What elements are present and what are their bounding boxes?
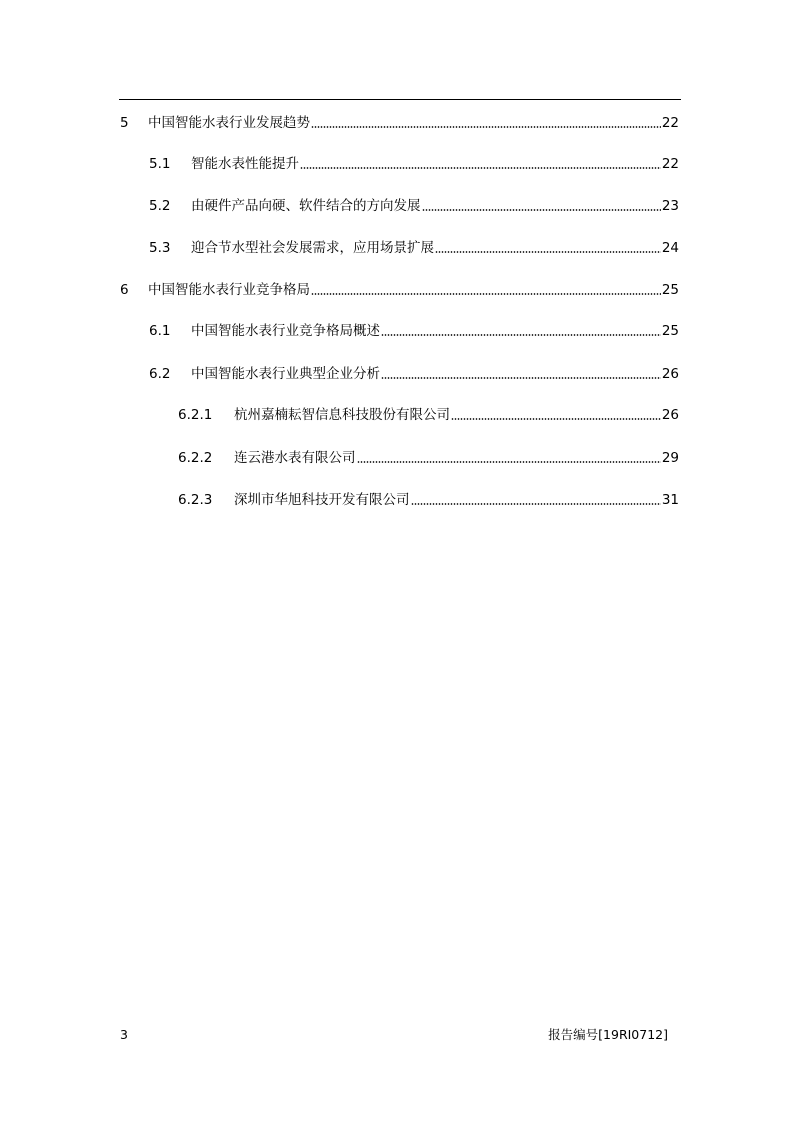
footer-report-id: 报告编号[19RI0712] [548, 1027, 668, 1042]
footer-page-number: 3 [120, 1027, 128, 1042]
toc-entry-page: 22 [661, 156, 679, 172]
toc-entry-number: 6 [120, 282, 129, 298]
toc-entry-number: 5 [120, 115, 129, 131]
toc-entry-page: 25 [661, 323, 679, 339]
toc-entry-page: 29 [661, 450, 679, 466]
toc-dot-leader [357, 460, 661, 464]
toc-dot-leader [435, 250, 661, 254]
toc-entry-5-3[interactable] [149, 238, 679, 258]
toc-entry-number: 6.2.3 [178, 492, 213, 508]
toc-entry-number: 5.1 [149, 156, 171, 172]
toc-entry-title: 由硬件产品向硬、软件结合的方向发展 [191, 198, 421, 214]
toc-entry-page: 22 [661, 115, 679, 131]
toc-entry-6-2-1[interactable] [178, 405, 679, 425]
toc-dot-leader [311, 125, 661, 129]
toc-entry-page: 24 [661, 240, 679, 256]
toc-dot-leader [381, 376, 661, 380]
toc-entry-title: 连云港水表有限公司 [234, 450, 356, 466]
toc-entry-number: 6.2.2 [178, 450, 213, 466]
toc-entry-title: 中国智能水表行业发展趋势 [148, 115, 310, 131]
toc-entry-page: 26 [661, 407, 679, 423]
toc-entry-6-1[interactable] [149, 321, 679, 341]
toc-dot-leader [300, 166, 661, 170]
toc-entry-title: 中国智能水表行业典型企业分析 [191, 366, 380, 382]
toc-entry-number: 6.1 [149, 323, 171, 339]
toc-entry-6-2-2[interactable] [178, 448, 679, 468]
toc-entry-title: 深圳市华旭科技开发有限公司 [234, 492, 410, 508]
toc-entry-title: 中国智能水表行业竞争格局 [148, 282, 310, 298]
toc-entry-title: 中国智能水表行业竞争格局概述 [191, 323, 380, 339]
toc-entry-number: 5.2 [149, 198, 171, 214]
toc-entry-page: 23 [661, 198, 679, 214]
toc-entry-page: 31 [661, 492, 679, 508]
toc-entry-page: 26 [661, 366, 679, 382]
toc-dot-leader [411, 502, 661, 506]
toc-entry-5-1[interactable] [149, 154, 679, 174]
toc-entry-title: 迎合节水型社会发展需求，应用场景扩展 [191, 240, 434, 256]
toc-dot-leader [311, 292, 661, 296]
toc-entry-number: 6.2.1 [178, 407, 213, 423]
toc-entry-6[interactable] [120, 280, 679, 300]
toc-entry-number: 5.3 [149, 240, 171, 256]
toc-entry-number: 6.2 [149, 366, 171, 382]
toc-dot-leader [422, 208, 661, 212]
toc-entry-page: 25 [661, 282, 679, 298]
toc-entry-6-2-3[interactable] [178, 490, 679, 510]
toc-entry-5[interactable] [120, 113, 679, 133]
toc-entry-title: 智能水表性能提升 [191, 156, 299, 172]
toc-dot-leader [381, 333, 661, 337]
toc-entry-title: 杭州嘉楠耘智信息科技股份有限公司 [234, 407, 450, 423]
toc-entry-5-2[interactable] [149, 196, 679, 216]
toc-dot-leader [451, 417, 661, 421]
toc-entry-6-2[interactable] [149, 364, 679, 384]
